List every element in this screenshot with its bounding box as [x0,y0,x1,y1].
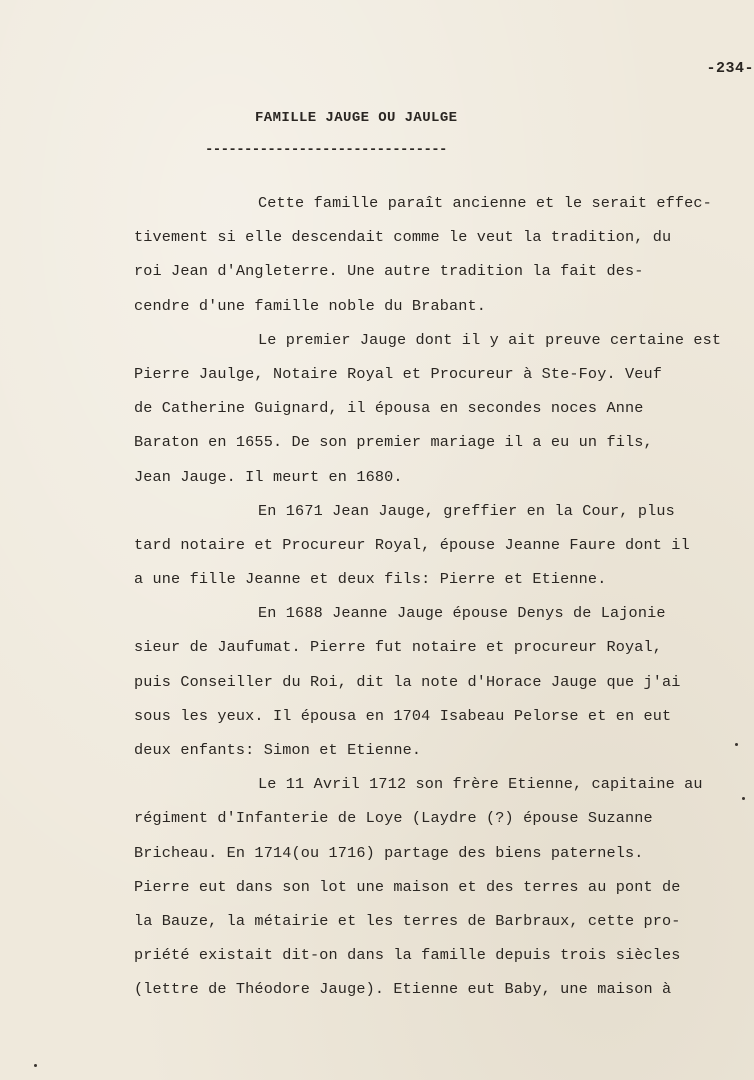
text-line: deux enfants: Simon et Etienne. [134,741,422,759]
text-line: sieur de Jaufumat. Pierre fut notaire et procureur Royal, [134,638,663,657]
text-line: tivement si elle descendait comme le veut la tradition, du [134,228,672,247]
text-line: Bricheau. En 1714(ou 1716) partage des biens paternels. [134,843,644,862]
text-line: Le premier Jauge dont il y ait preuve certaine est [258,330,722,349]
text-line: Baraton en 1655. De son premier mariage il a eu un fils, [134,433,653,452]
text-line: Le 11 Avril 1712 son frère Etienne, capitaine au [258,775,703,794]
text-line: Pierre eut dans son lot une maison et des terres au pont de [134,877,681,896]
ink-speck [742,797,745,800]
page-number: -234- [706,60,754,77]
text-line: tard notaire et Procureur Royal, épouse Jeanne Faure dont il [134,535,690,554]
page-title: FAMILLE JAUGE OU JAULGE [255,110,458,126]
text-line: En 1688 Jeanne Jauge épouse Denys de Lajonie [258,604,666,623]
text-line: Jean Jauge. Il meurt en 1680. [134,467,403,486]
text-line: régiment d'Infanterie de Loye (Laydre (?) épouse Suzanne [134,809,653,828]
text-line: En 1671 Jean Jauge, greffier en la Cour, plus [258,501,675,520]
ink-speck [735,743,738,746]
text-line: a une fille Jeanne et deux fils: Pierre et Etienne. [134,570,607,589]
ink-speck [34,1064,37,1067]
text-line: puis Conseiller du Roi, dit la note d'Horace Jauge que j'ai [134,672,681,691]
body-text [134,186,754,1007]
text-line: la Bauze, la métairie et les terres de Barbraux, cette pro- [134,911,681,930]
text-line: (lettre de Théodore Jauge). Etienne eut Baby, une maison à [134,980,672,999]
text-line: priété existait dit-on dans la famille depuis trois siècles [134,946,681,965]
text-line: cendre d'une famille noble du Brabant. [134,296,487,315]
text-line: Pierre Jaulge, Notaire Royal et Procureur à Ste-Foy. Veuf [134,364,663,383]
text-line: sous les yeux. Il épousa en 1704 Isabeau Pelorse et en eut [134,706,672,725]
text-line: roi Jean d'Angleterre. Une autre tradition la fait des- [134,262,644,281]
title-underline: ------------------------------- [205,142,447,158]
text-line: de Catherine Guignard, il épousa en secondes noces Anne [134,399,644,418]
text-line: Cette famille paraît ancienne et le serait effec- [258,194,712,212]
